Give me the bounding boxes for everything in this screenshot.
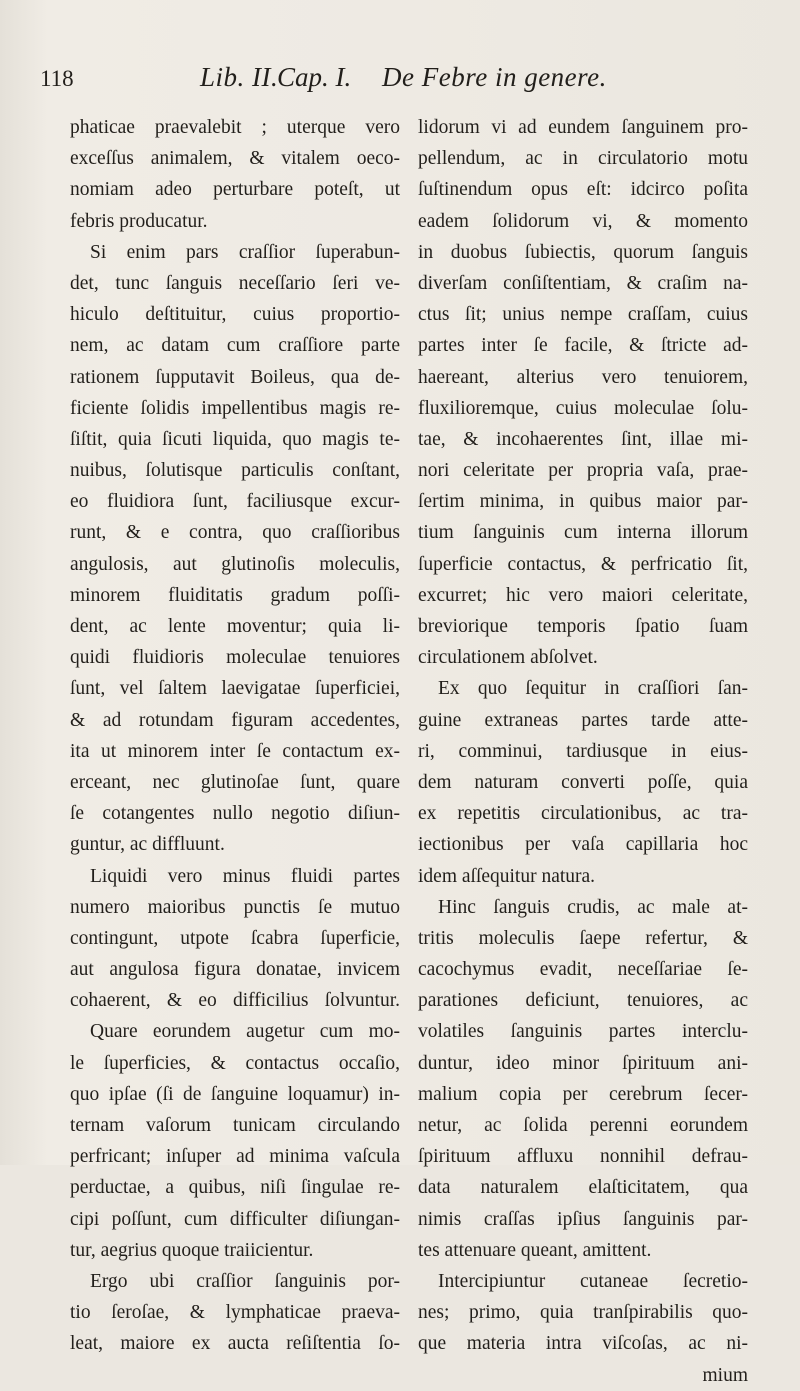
text-line: nuibus, ſolutisque particulis conſtant,	[70, 460, 400, 482]
text-line: circulationem abſolvet.	[418, 647, 598, 669]
text-line: lidorum vi ad eundem ſanguinem pro-	[418, 117, 748, 138]
text-line: partes inter ſe facile, & ſtricte ad-	[418, 335, 748, 357]
text-line: cohaerent, & eo difficilius ſolvuntur.	[70, 990, 400, 1012]
text-line: contingunt, utpote ſcabra ſuperficie,	[70, 927, 400, 949]
text-line: & ad rotundam figuram accedentes,	[70, 709, 400, 731]
text-line: exceſſus animalem, & vitalem oeco-	[70, 148, 400, 170]
text-line: angulosis, aut glutinoſis moleculis,	[70, 553, 400, 575]
text-line: cipi poſſunt, cum difficulter diſiungan-	[70, 1208, 400, 1230]
text-line: ternam vaſorum tunicam circulando	[70, 1115, 400, 1136]
text-line: data naturalem elaſticitatem, qua	[418, 1177, 748, 1199]
text-line: eo fluidiora ſunt, faciliusque excur-	[70, 491, 400, 513]
text-line: phaticae praevalebit ; uterque vero	[70, 117, 400, 138]
text-line: febris producatur.	[70, 210, 208, 232]
text-line: guine extraneas partes tarde atte-	[418, 709, 748, 731]
text-line: quo ipſae (ſi de ſanguine loquamur) in-	[70, 1083, 400, 1105]
text-line: perductae, a quibus, niſi ſingulae re-	[70, 1177, 400, 1199]
text-line: nori celeritate per propria vaſa, prae-	[418, 460, 748, 482]
text-line: eadem ſolidorum vi, & momento	[418, 210, 748, 232]
text-line: dent, ac lente moventur; quia li-	[70, 616, 400, 637]
text-line: ficiente ſolidis impellentibus magis re-	[70, 397, 400, 419]
text-line: pellendum, ac in circulatorio motu	[418, 148, 748, 170]
text-line: nes; primo, quia tranſpirabilis quo-	[418, 1302, 748, 1324]
text-line: que materia intra viſcoſas, ac ni-	[418, 1333, 748, 1355]
text-line: tur, aegrius quoque traiicientur.	[70, 1239, 314, 1261]
text-line: tio ſeroſae, & lymphaticae praeva-	[70, 1302, 400, 1324]
text-line: le ſuperficies, & contactus occaſio,	[70, 1052, 400, 1074]
text-line: runt, & e contra, quo craſſioribus	[70, 522, 400, 544]
text-line: minorem fluiditatis gradum poſſi-	[70, 584, 400, 606]
text-line: tium ſanguinis cum interna illorum	[418, 522, 748, 544]
page-header	[40, 58, 780, 98]
text-line: malium copia per cerebrum ſecer-	[418, 1083, 748, 1105]
text-line: volatiles ſanguinis partes interclu-	[418, 1021, 748, 1043]
text-line: ſpirituum affluxu nonnihil defrau-	[418, 1146, 748, 1168]
text-line: excurret; hic vero maiori celeritate,	[418, 584, 748, 606]
text-line: ri, comminui, tardiusque in eius-	[418, 740, 748, 762]
text-line: haereant, alterius vero tenuiorem,	[418, 366, 748, 388]
text-line: hiculo deſtituitur, cuius proportio-	[70, 304, 400, 326]
text-line: ex repetitis circulationibus, ac tra-	[418, 803, 748, 825]
text-line: erceant, nec glutinoſae ſunt, quare	[70, 771, 400, 793]
text-line: mium	[702, 1364, 748, 1386]
chapter-label: Cap. I.	[277, 62, 352, 92]
text-line: rationem ſupputavit Boileus, qua de-	[70, 366, 400, 388]
text-line: ſuſtinendum opus eſt: idcirco poſita	[418, 179, 748, 201]
text-line: Ergo ubi craſſior ſanguinis por-	[90, 1270, 400, 1292]
text-line: tae, & incohaerentes ſint, illae mi-	[418, 428, 748, 450]
text-line: ſuperficie contactus, & perfricatio ſit,	[418, 553, 748, 575]
section-title: De Febre in genere.	[382, 62, 607, 92]
text-line: nomiam adeo perturbare poteſt, ut	[70, 179, 400, 201]
text-line: diverſam conſiſtentiam, & craſim na-	[418, 272, 748, 294]
page-number: 118	[40, 66, 74, 91]
text-line: duntur, ideo minor ſpirituum ani-	[418, 1052, 748, 1074]
running-title: Lib. II.	[200, 62, 279, 92]
text-line: numero maioribus punctis ſe mutuo	[70, 896, 400, 918]
text-line: leat, maiore ex aucta reſiſtentia ſo-	[70, 1333, 400, 1355]
text-line: det, tunc ſanguis neceſſario ſeri ve-	[70, 272, 400, 294]
text-line: Quare eorundem augetur cum mo-	[90, 1021, 400, 1043]
text-line: Liquidi vero minus fluidi partes	[90, 865, 400, 887]
text-line: ſunt, vel ſaltem laevigatae ſuperficiei,	[70, 678, 400, 700]
text-line: fluxilioremque, cuius moleculae ſolu-	[418, 397, 748, 419]
text-line: ſiſtit, quia ſicuti liquida, quo magis te-	[70, 428, 400, 450]
text-line: perfricant; inſuper ad minima vaſcula	[70, 1146, 400, 1168]
text-line: tes attenuare queant, amittent.	[418, 1239, 652, 1261]
left-text-column	[70, 112, 400, 1360]
text-line: netur, ac ſolida perenni eorundem	[418, 1115, 748, 1136]
text-line: nimis craſſas ipſius ſanguinis par-	[418, 1208, 748, 1230]
text-line: nem, ac datam cum craſſiore parte	[70, 335, 400, 357]
right-text-column	[418, 112, 748, 1391]
text-line: ſertim minima, in quibus maior par-	[418, 491, 748, 513]
text-line: ita ut minorem inter ſe contactum ex-	[70, 740, 400, 762]
text-line: Ex quo ſequitur in craſſiori ſan-	[438, 678, 748, 700]
text-line: breviorique temporis ſpatio ſuam	[418, 616, 748, 637]
text-line: quidi fluidioris moleculae tenuiores	[70, 647, 400, 669]
text-line: parationes deficiunt, tenuiores, ac	[418, 990, 748, 1012]
text-line: Hinc ſanguis crudis, ac male at-	[438, 896, 748, 918]
text-line: guntur, ac diffluunt.	[70, 834, 225, 856]
text-line: in duobus ſubiectis, quorum ſanguis	[418, 241, 748, 263]
text-line: Intercipiuntur cutaneae ſecretio-	[438, 1270, 748, 1292]
text-line: cacochymus evadit, neceſſariae ſe-	[418, 959, 748, 981]
text-line: tritis moleculis ſaepe refertur, &	[418, 927, 748, 949]
text-line: iectionibus per vaſa capillaria hoc	[418, 834, 748, 856]
text-line: aut angulosa figura donatae, invicem	[70, 959, 400, 981]
text-line: idem aſſequitur natura.	[418, 865, 596, 887]
text-line: dem naturam converti poſſe, quia	[418, 771, 748, 793]
text-line: Si enim pars craſſior ſuperabun-	[90, 241, 400, 263]
text-line: ſe cotangentes nullo negotio diſiun-	[70, 803, 400, 825]
text-line: ctus ſit; unius nempe craſſam, cuius	[418, 304, 748, 326]
